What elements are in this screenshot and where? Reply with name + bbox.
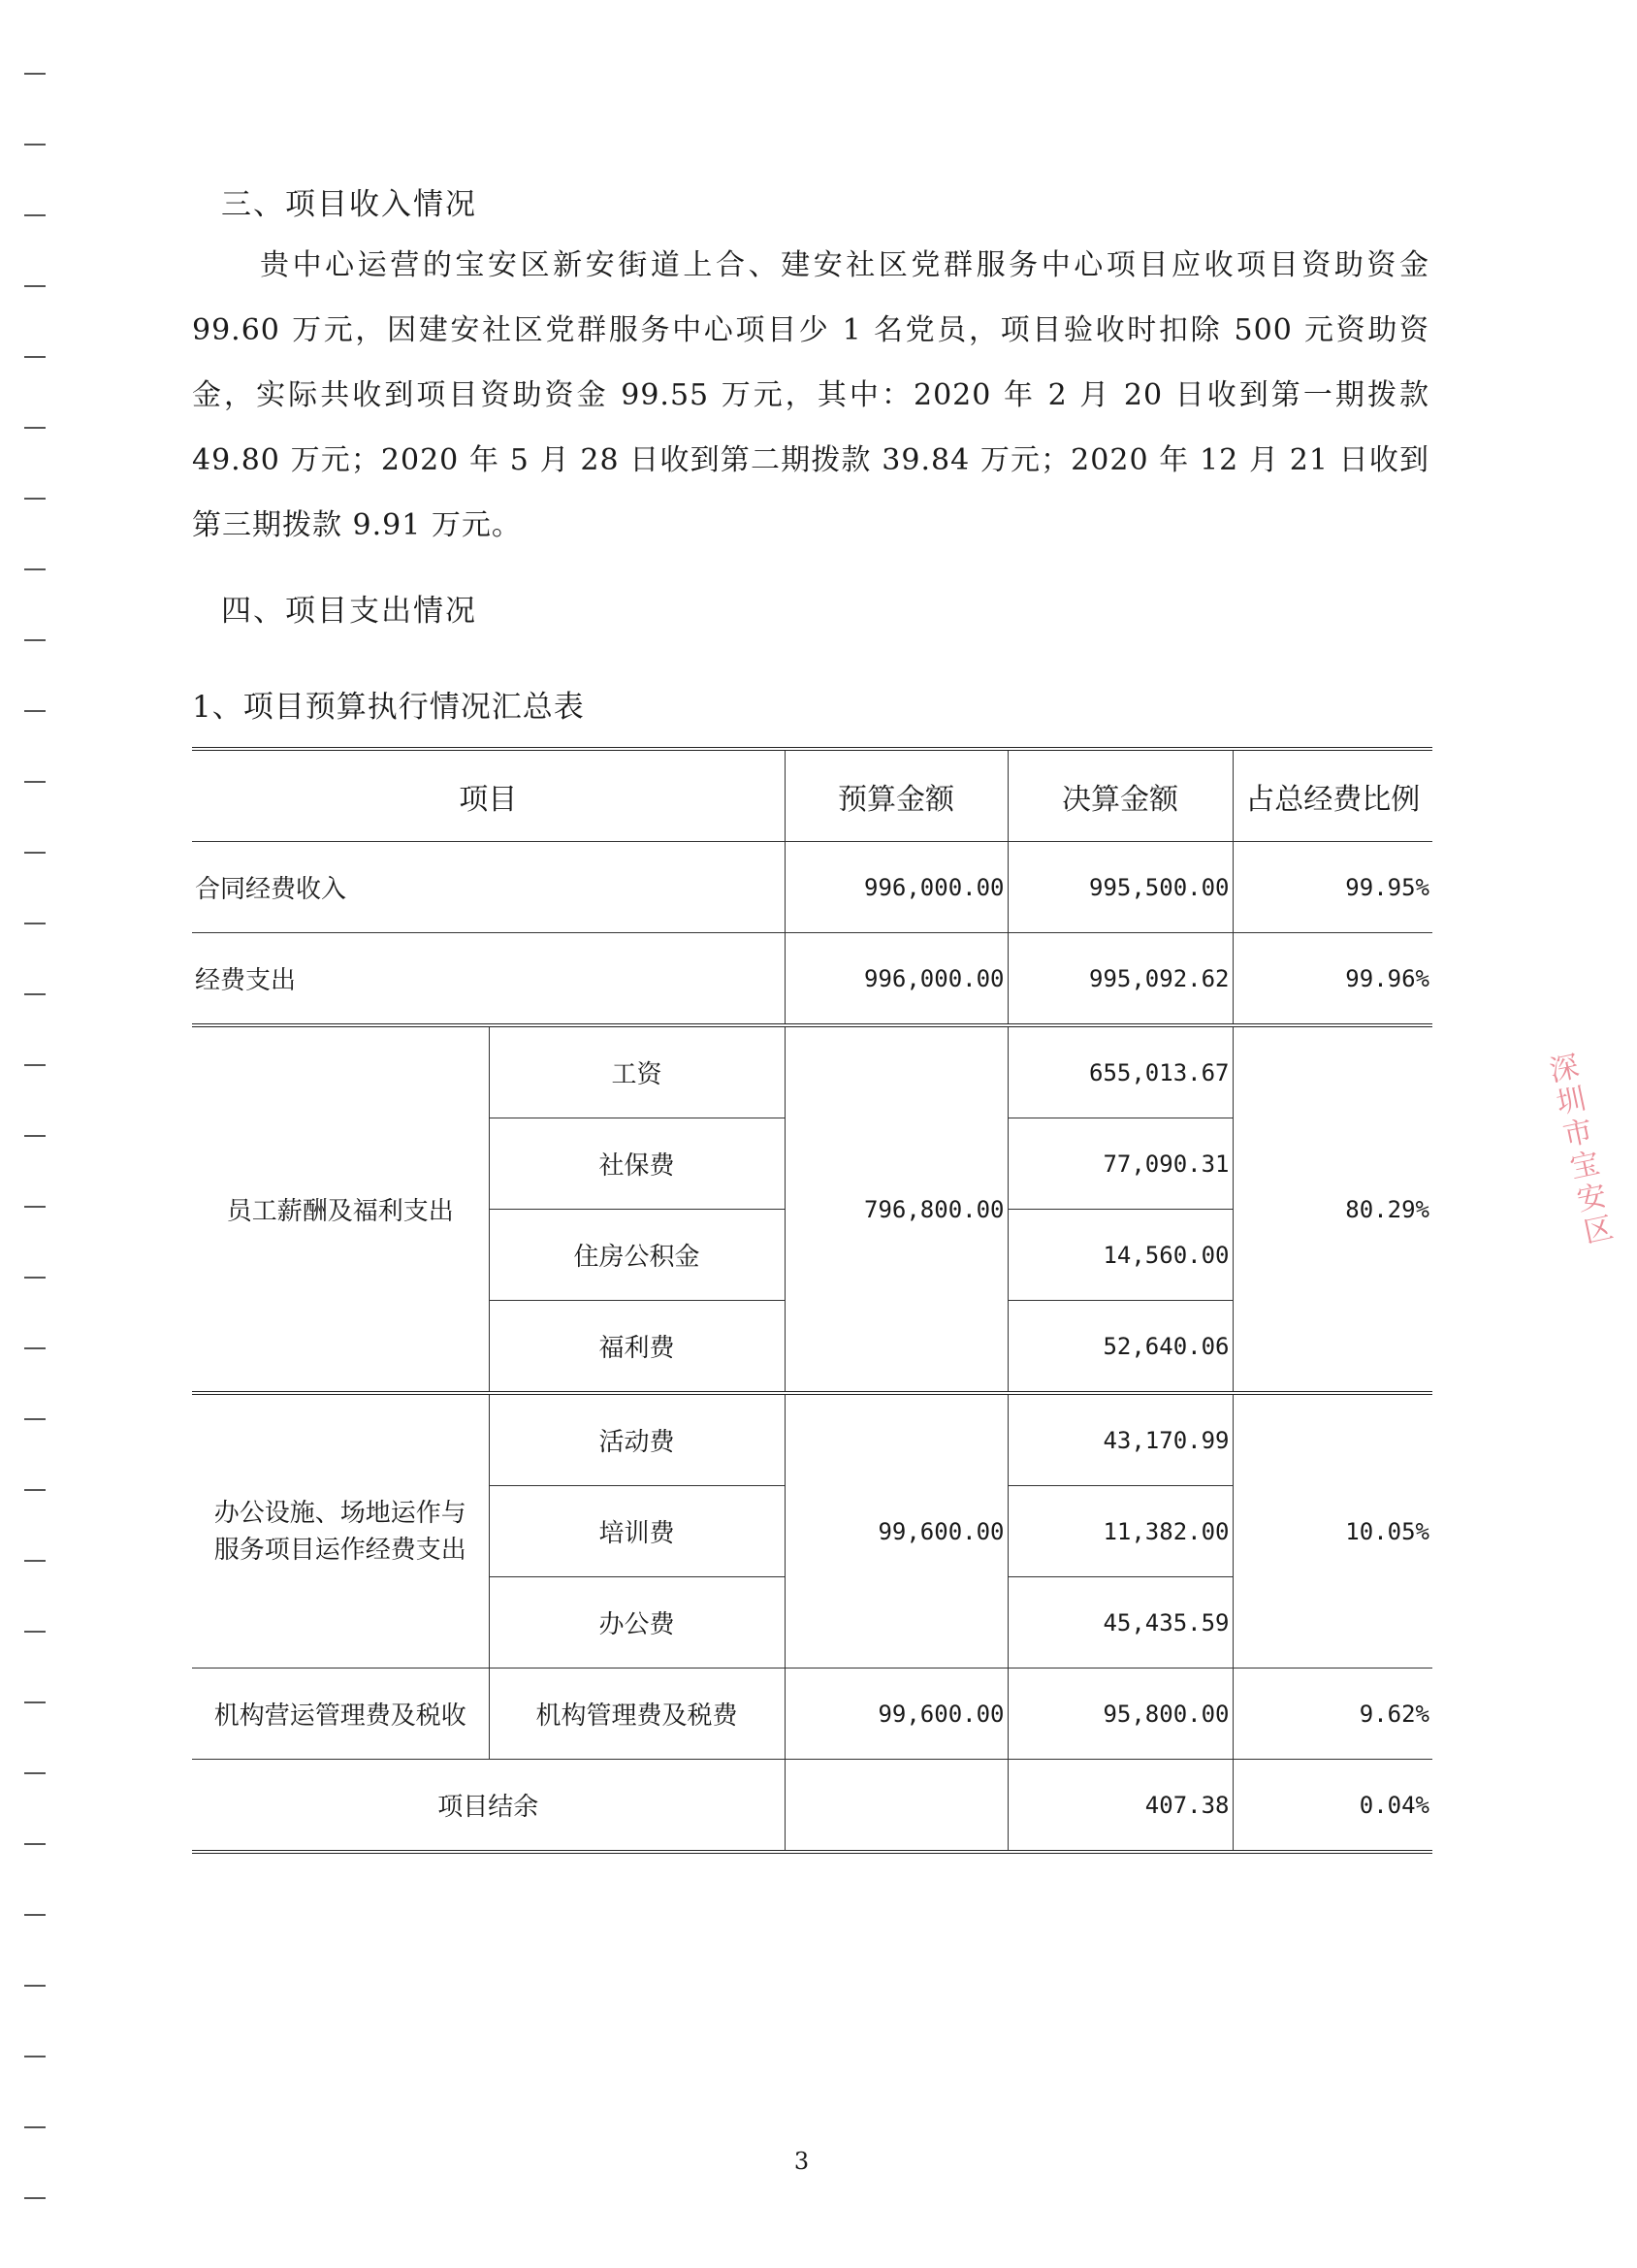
group-budget-staff: 796,800.00 bbox=[785, 1025, 1008, 1393]
group-ratio-staff: 80.29% bbox=[1233, 1025, 1432, 1393]
table-caption: 1、项目预算执行情况汇总表 bbox=[192, 690, 585, 725]
sub-item-label: 办公费 bbox=[489, 1577, 785, 1669]
cell-actual: 11,382.00 bbox=[1008, 1486, 1233, 1577]
cell-ratio: 9.62% bbox=[1233, 1669, 1432, 1760]
table-row bbox=[192, 842, 1432, 933]
sub-item-label: 福利费 bbox=[489, 1301, 785, 1394]
header-ratio: 占总经费比例 bbox=[1233, 749, 1432, 842]
group-label-office bbox=[192, 1393, 489, 1669]
budget-summary-table bbox=[192, 747, 1432, 1854]
sub-item-label: 培训费 bbox=[489, 1486, 785, 1577]
binding-mark bbox=[24, 144, 46, 146]
binding-mark bbox=[24, 2197, 46, 2199]
table-header-row bbox=[192, 749, 1432, 842]
cell-actual: 77,090.31 bbox=[1008, 1118, 1233, 1210]
cell-actual: 45,435.59 bbox=[1008, 1577, 1233, 1669]
cell-actual: 655,013.67 bbox=[1008, 1025, 1233, 1118]
binding-mark bbox=[24, 214, 46, 216]
binding-mark bbox=[24, 1772, 46, 1774]
binding-mark bbox=[24, 710, 46, 712]
binding-mark bbox=[24, 356, 46, 358]
row-label-contract-income: 合同经费收入 bbox=[192, 842, 785, 933]
group-label-office-line2: 服务项目运作经费支出 bbox=[213, 1535, 466, 1565]
cell-actual: 995,092.62 bbox=[1008, 933, 1233, 1026]
binding-mark bbox=[24, 1560, 46, 1562]
binding-mark bbox=[24, 2126, 46, 2128]
binding-mark bbox=[24, 993, 46, 995]
table-row bbox=[192, 1393, 1432, 1486]
binding-mark bbox=[24, 1277, 46, 1279]
cell-budget bbox=[785, 1760, 1008, 1853]
cell-actual: 52,640.06 bbox=[1008, 1301, 1233, 1394]
cell-actual: 407.38 bbox=[1008, 1760, 1233, 1853]
cell-budget: 996,000.00 bbox=[785, 842, 1008, 933]
sub-item-label: 住房公积金 bbox=[489, 1210, 785, 1301]
income-paragraph-block bbox=[192, 233, 1429, 558]
row-label-management: 机构营运管理费及税收 bbox=[192, 1669, 489, 1760]
binding-mark bbox=[24, 1985, 46, 1987]
binding-mark bbox=[24, 639, 46, 641]
group-ratio-office: 10.05% bbox=[1233, 1393, 1432, 1669]
cell-actual: 14,560.00 bbox=[1008, 1210, 1233, 1301]
table-row bbox=[192, 1760, 1432, 1853]
cell-actual: 43,170.99 bbox=[1008, 1393, 1233, 1486]
binding-mark bbox=[24, 781, 46, 783]
binding-mark bbox=[24, 427, 46, 429]
binding-mark bbox=[24, 1631, 46, 1633]
binding-mark bbox=[24, 73, 46, 75]
binding-mark bbox=[24, 1135, 46, 1137]
cell-ratio: 0.04% bbox=[1233, 1760, 1432, 1853]
binding-mark bbox=[24, 1914, 46, 1916]
sub-item-label: 工资 bbox=[489, 1025, 785, 1118]
binding-mark bbox=[24, 852, 46, 854]
sub-item-label: 社保费 bbox=[489, 1118, 785, 1210]
table-row bbox=[192, 1669, 1432, 1760]
binding-mark bbox=[24, 285, 46, 287]
income-paragraph: 贵中心运营的宝安区新安街道上合、建安社区党群服务中心项目应收项目资助资金 99.60 万元，因建安社区党群服务中心项目少 1 名党员，项目验收时扣除 500 元资助资金，实际共收到项目资助资金 99.55 万元，其中：2020 年 2 月 20 日收到第一期拨款 49.80 万元；2020 年 5 月 28 日收到第二期拨款 39.84 万元；2020 年 12 月 21 日收到第三期拨款 9.91 万元。 bbox=[192, 248, 1429, 542]
binding-mark bbox=[24, 1418, 46, 1420]
binding-mark bbox=[24, 1701, 46, 1703]
binding-mark bbox=[24, 1206, 46, 1208]
cell-actual: 95,800.00 bbox=[1008, 1669, 1233, 1760]
group-label-staff: 员工薪酬及福利支出 bbox=[192, 1025, 489, 1393]
row-label-expenditure: 经费支出 bbox=[192, 933, 785, 1026]
page-number: 3 bbox=[793, 2148, 810, 2175]
cell-ratio: 99.96% bbox=[1233, 933, 1432, 1026]
binding-mark bbox=[24, 1843, 46, 1845]
binding-mark bbox=[24, 2056, 46, 2057]
cell-budget: 996,000.00 bbox=[785, 933, 1008, 1026]
group-budget-office: 99,600.00 bbox=[785, 1393, 1008, 1669]
row-label-balance: 项目结余 bbox=[192, 1760, 785, 1853]
seal-stamp: 深圳市宝安区 bbox=[1541, 1050, 1616, 1251]
header-item: 项目 bbox=[192, 749, 785, 842]
group-label-office-line1: 办公设施、场地运作与 bbox=[213, 1498, 466, 1528]
table-row bbox=[192, 1025, 1432, 1118]
expense-section-heading: 四、项目支出情况 bbox=[221, 594, 477, 629]
cell-actual: 995,500.00 bbox=[1008, 842, 1233, 933]
header-actual: 决算金额 bbox=[1008, 749, 1233, 842]
sub-item-label: 活动费 bbox=[489, 1393, 785, 1486]
binding-mark bbox=[24, 1347, 46, 1349]
cell-ratio: 99.95% bbox=[1233, 842, 1432, 933]
sub-item-label: 机构管理费及税费 bbox=[489, 1669, 785, 1760]
binding-mark bbox=[24, 1489, 46, 1491]
binding-mark bbox=[24, 498, 46, 500]
binding-mark bbox=[24, 568, 46, 570]
binding-mark bbox=[24, 923, 46, 924]
binding-mark bbox=[24, 1064, 46, 1066]
header-budget: 预算金额 bbox=[785, 749, 1008, 842]
cell-budget: 99,600.00 bbox=[785, 1669, 1008, 1760]
table-row bbox=[192, 933, 1432, 1026]
income-section-heading: 三、项目收入情况 bbox=[221, 187, 477, 222]
